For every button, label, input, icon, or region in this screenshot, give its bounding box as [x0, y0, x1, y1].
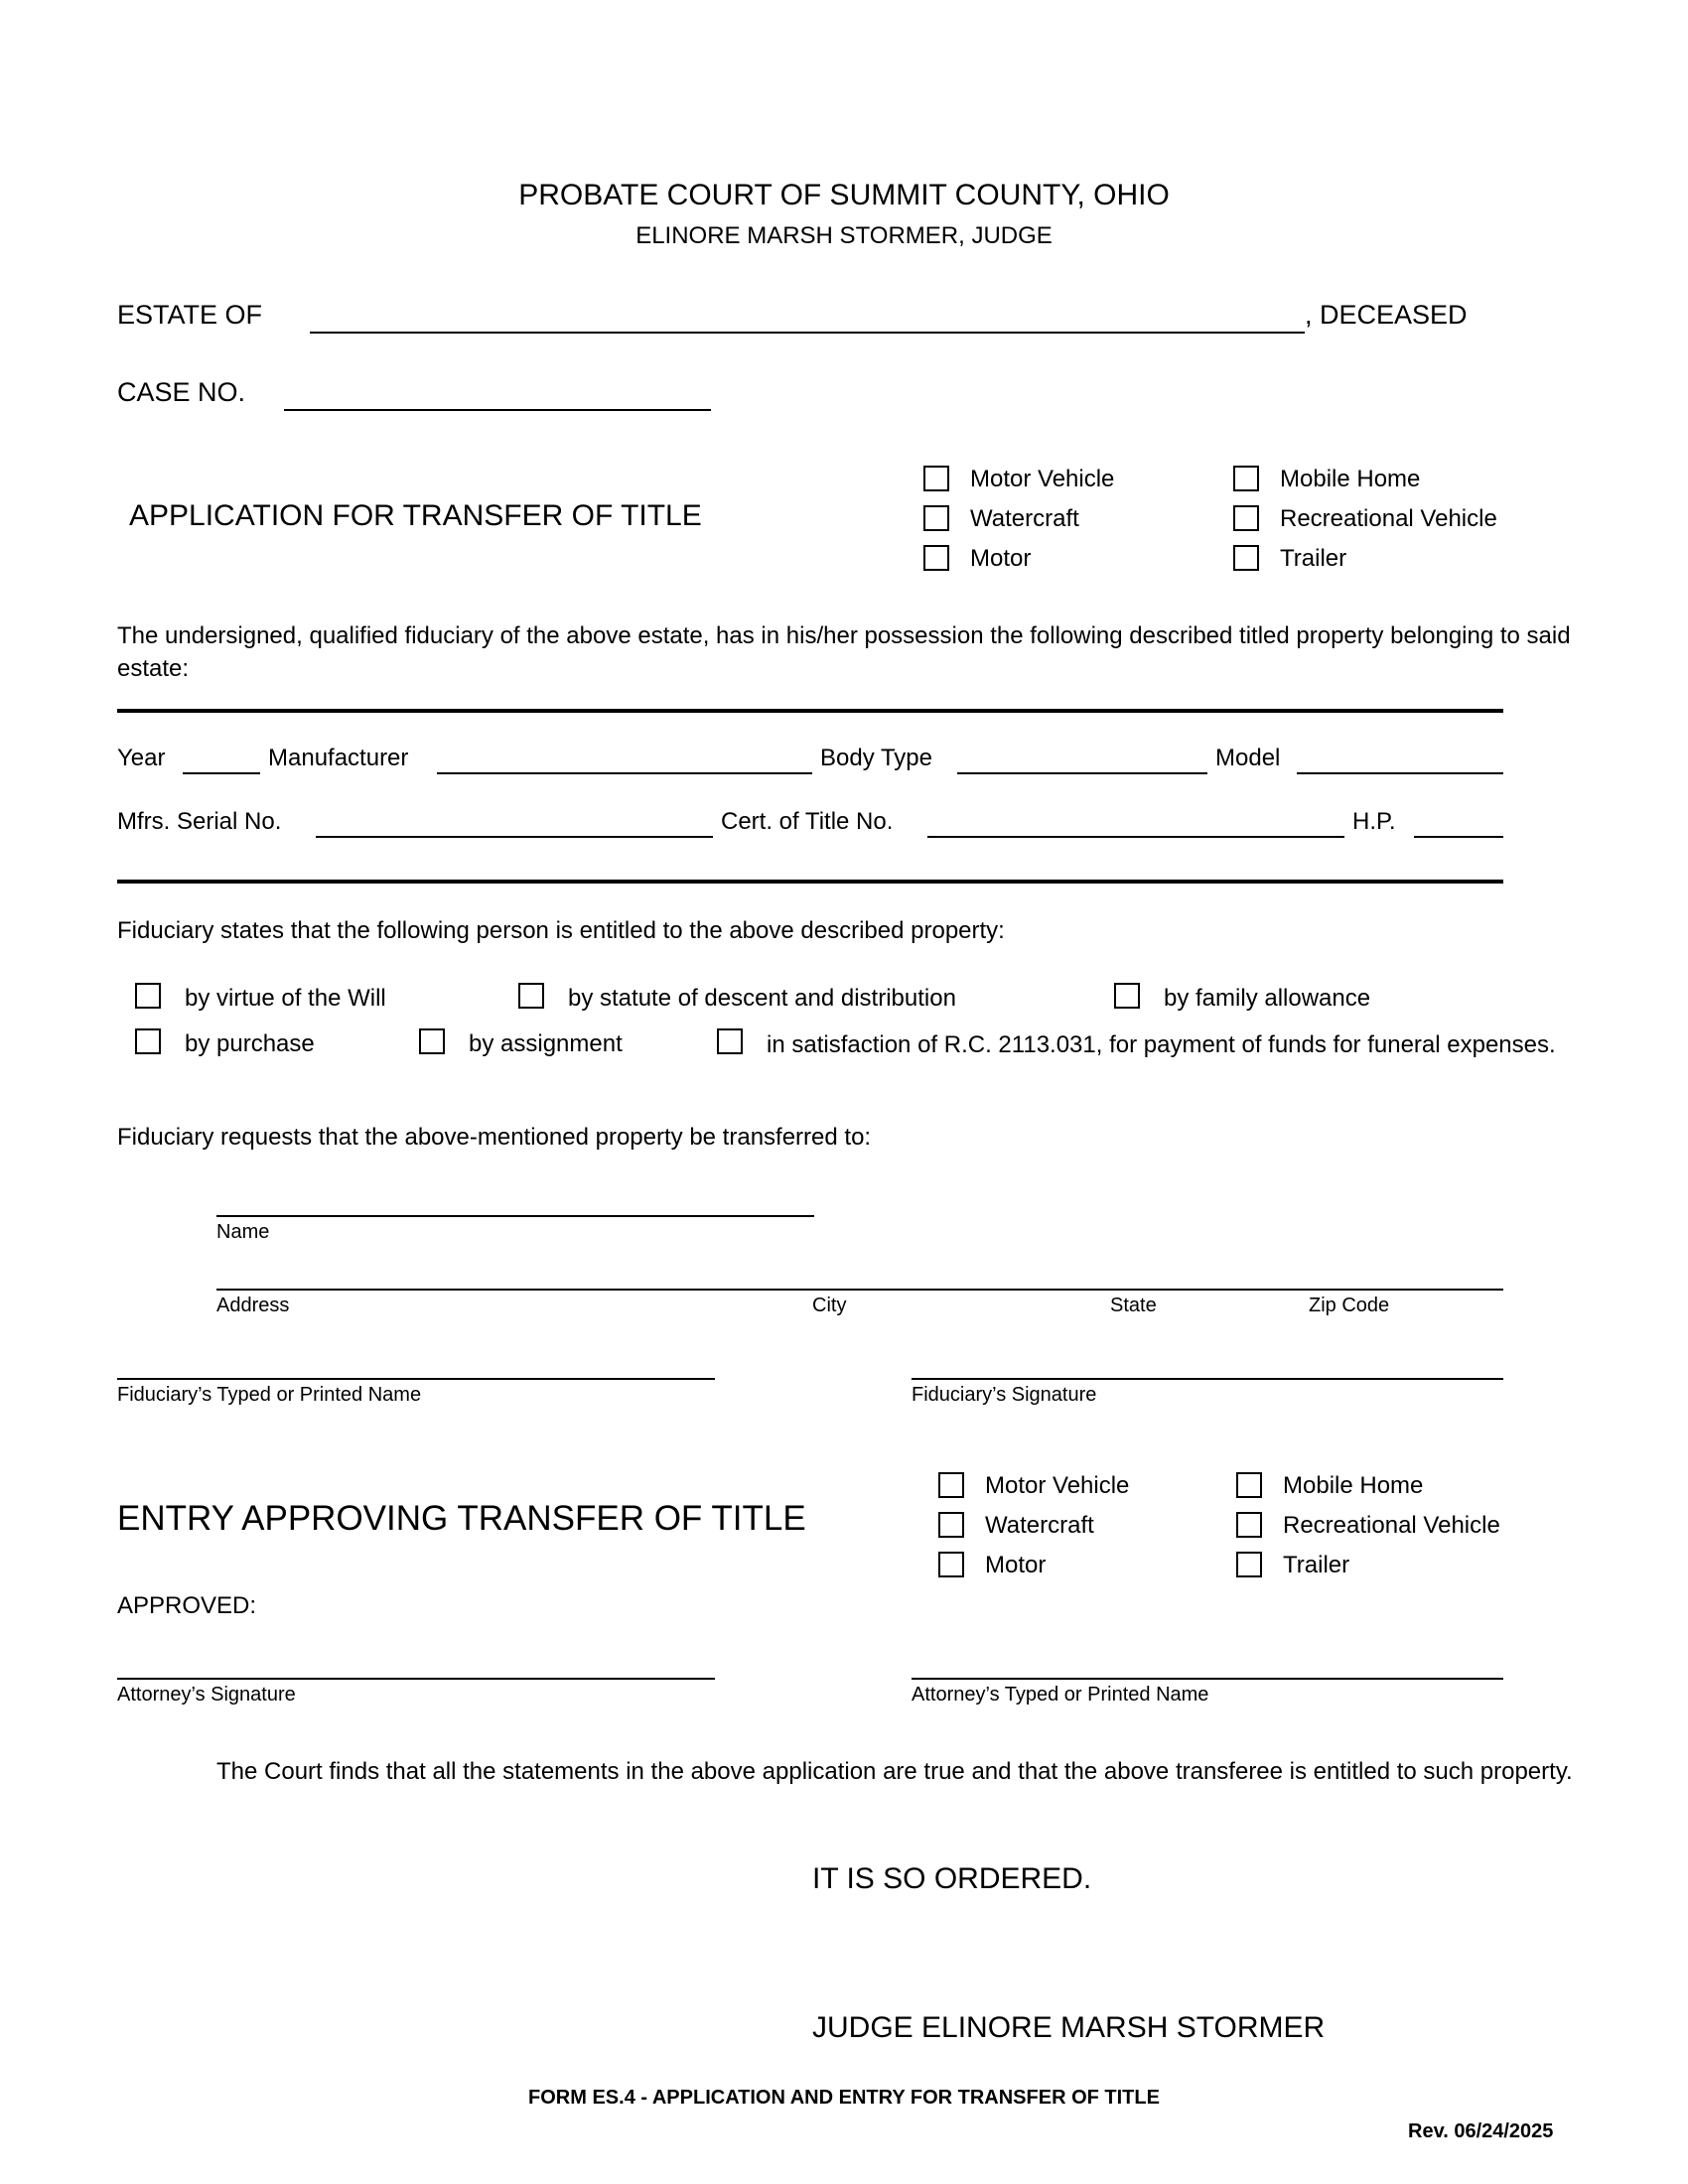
app-motor-label: Motor — [970, 545, 1032, 572]
so-ordered: IT IS SO ORDERED. — [812, 1862, 1092, 1895]
entry-mobile-home-checkbox[interactable] — [1236, 1472, 1262, 1498]
app-watercraft-label: Watercraft — [970, 505, 1079, 532]
purchase-checkbox[interactable] — [135, 1028, 161, 1054]
body-type-field[interactable] — [957, 772, 1207, 774]
judge-signature-line: JUDGE ELINORE MARSH STORMER — [812, 2011, 1326, 2044]
entry-motor-vehicle-checkbox[interactable] — [938, 1472, 964, 1498]
will-checkbox[interactable] — [135, 983, 161, 1009]
app-recreational-vehicle-checkbox[interactable] — [1233, 505, 1259, 531]
app-mobile-home-label: Mobile Home — [1280, 466, 1421, 492]
estate-label: ESTATE OF — [117, 300, 263, 330]
case-number-field[interactable] — [284, 409, 711, 411]
transfer-request: Fiduciary requests that the above-mentioned property be transferred to: — [117, 1124, 872, 1151]
intro-paragraph: The undersigned, qualified fiduciary of the above estate, has in his/her possession the following described titled property belonging to said estate: — [117, 622, 1571, 682]
manufacturer-field[interactable] — [437, 772, 812, 774]
assignment-label: by assignment — [469, 1030, 623, 1057]
descent-label: by statute of descent and distribution — [568, 985, 956, 1012]
serial-label: Mfrs. Serial No. — [117, 808, 282, 835]
app-motor-vehicle-checkbox[interactable] — [923, 466, 949, 491]
fiduciary-signature-caption: Fiduciary’s Signature — [912, 1384, 1097, 1406]
entitlement-statement: Fiduciary states that the following person is entitled to the above described property: — [117, 917, 1005, 944]
transferee-address-field[interactable] — [216, 1289, 1503, 1291]
entry-title: ENTRY APPROVING TRANSFER OF TITLE — [117, 1499, 806, 1538]
case-label: CASE NO. — [117, 377, 246, 407]
hp-field[interactable] — [1414, 836, 1503, 838]
model-field[interactable] — [1297, 772, 1503, 774]
body-type-label: Body Type — [820, 745, 932, 771]
app-watercraft-checkbox[interactable] — [923, 505, 949, 531]
app-recreational-vehicle-label: Recreational Vehicle — [1280, 505, 1497, 532]
year-field[interactable] — [183, 772, 260, 774]
name-caption: Name — [216, 1221, 270, 1243]
serial-field[interactable] — [316, 836, 713, 838]
app-motor-checkbox[interactable] — [923, 545, 949, 571]
app-trailer-label: Trailer — [1280, 545, 1347, 572]
entry-trailer-label: Trailer — [1283, 1552, 1350, 1578]
hp-label: H.P. — [1352, 808, 1396, 835]
model-label: Model — [1215, 745, 1281, 771]
approved-label: APPROVED: — [117, 1592, 257, 1619]
state-caption: State — [1110, 1295, 1157, 1316]
attorney-signature-caption: Attorney’s Signature — [117, 1684, 296, 1706]
attorney-name-caption: Attorney’s Typed or Printed Name — [912, 1684, 1209, 1706]
entry-watercraft-checkbox[interactable] — [938, 1512, 964, 1538]
manufacturer-label: Manufacturer — [268, 745, 409, 771]
form-footer: FORM ES.4 - APPLICATION AND ENTRY FOR TRANSFER OF TITLE — [528, 2087, 1160, 2109]
year-label: Year — [117, 745, 166, 771]
deceased-label: , DECEASED — [1305, 300, 1468, 330]
entry-motor-checkbox[interactable] — [938, 1552, 964, 1577]
entry-recreational-vehicle-checkbox[interactable] — [1236, 1512, 1262, 1538]
app-trailer-checkbox[interactable] — [1233, 545, 1259, 571]
funeral-checkbox[interactable] — [717, 1028, 743, 1054]
address-caption: Address — [216, 1295, 290, 1316]
cert-field[interactable] — [927, 836, 1344, 838]
cert-label: Cert. of Title No. — [721, 808, 894, 835]
city-caption: City — [812, 1295, 847, 1316]
application-title: APPLICATION FOR TRANSFER OF TITLE — [129, 499, 702, 532]
estate-name-field[interactable] — [310, 332, 1305, 334]
attorney-signature-field[interactable] — [117, 1678, 715, 1680]
entry-watercraft-label: Watercraft — [985, 1512, 1094, 1539]
entry-motor-label: Motor — [985, 1552, 1047, 1578]
family-allowance-checkbox[interactable] — [1114, 983, 1140, 1009]
entry-motor-vehicle-label: Motor Vehicle — [985, 1472, 1130, 1499]
attorney-name-field[interactable] — [912, 1678, 1503, 1680]
revision-date: Rev. 06/24/2025 — [1408, 2120, 1554, 2142]
divider-top — [117, 709, 1503, 713]
family-allowance-label: by family allowance — [1164, 985, 1371, 1012]
entry-mobile-home-label: Mobile Home — [1283, 1472, 1424, 1499]
descent-checkbox[interactable] — [518, 983, 544, 1009]
app-mobile-home-checkbox[interactable] — [1233, 466, 1259, 491]
fiduciary-name-caption: Fiduciary’s Typed or Printed Name — [117, 1384, 422, 1406]
will-label: by virtue of the Will — [185, 985, 386, 1012]
zip-caption: Zip Code — [1309, 1295, 1390, 1316]
divider-bottom — [117, 880, 1503, 884]
transferee-name-field[interactable] — [216, 1215, 814, 1217]
purchase-label: by purchase — [185, 1030, 315, 1057]
entry-trailer-checkbox[interactable] — [1236, 1552, 1262, 1577]
entry-recreational-vehicle-label: Recreational Vehicle — [1283, 1512, 1500, 1539]
judge-subtitle: ELINORE MARSH STORMER, JUDGE — [635, 222, 1053, 249]
court-title: PROBATE COURT OF SUMMIT COUNTY, OHIO — [518, 179, 1170, 211]
court-finding: The Court finds that all the statements in the above application are true and that the above transferee is entitled to such property. — [216, 1758, 1573, 1785]
app-motor-vehicle-label: Motor Vehicle — [970, 466, 1115, 492]
assignment-checkbox[interactable] — [419, 1028, 445, 1054]
funeral-label: in satisfaction of R.C. 2113.031, for payment of funds for funeral expenses. — [767, 1031, 1556, 1058]
fiduciary-signature-field[interactable] — [912, 1378, 1503, 1380]
fiduciary-name-field[interactable] — [117, 1378, 715, 1380]
